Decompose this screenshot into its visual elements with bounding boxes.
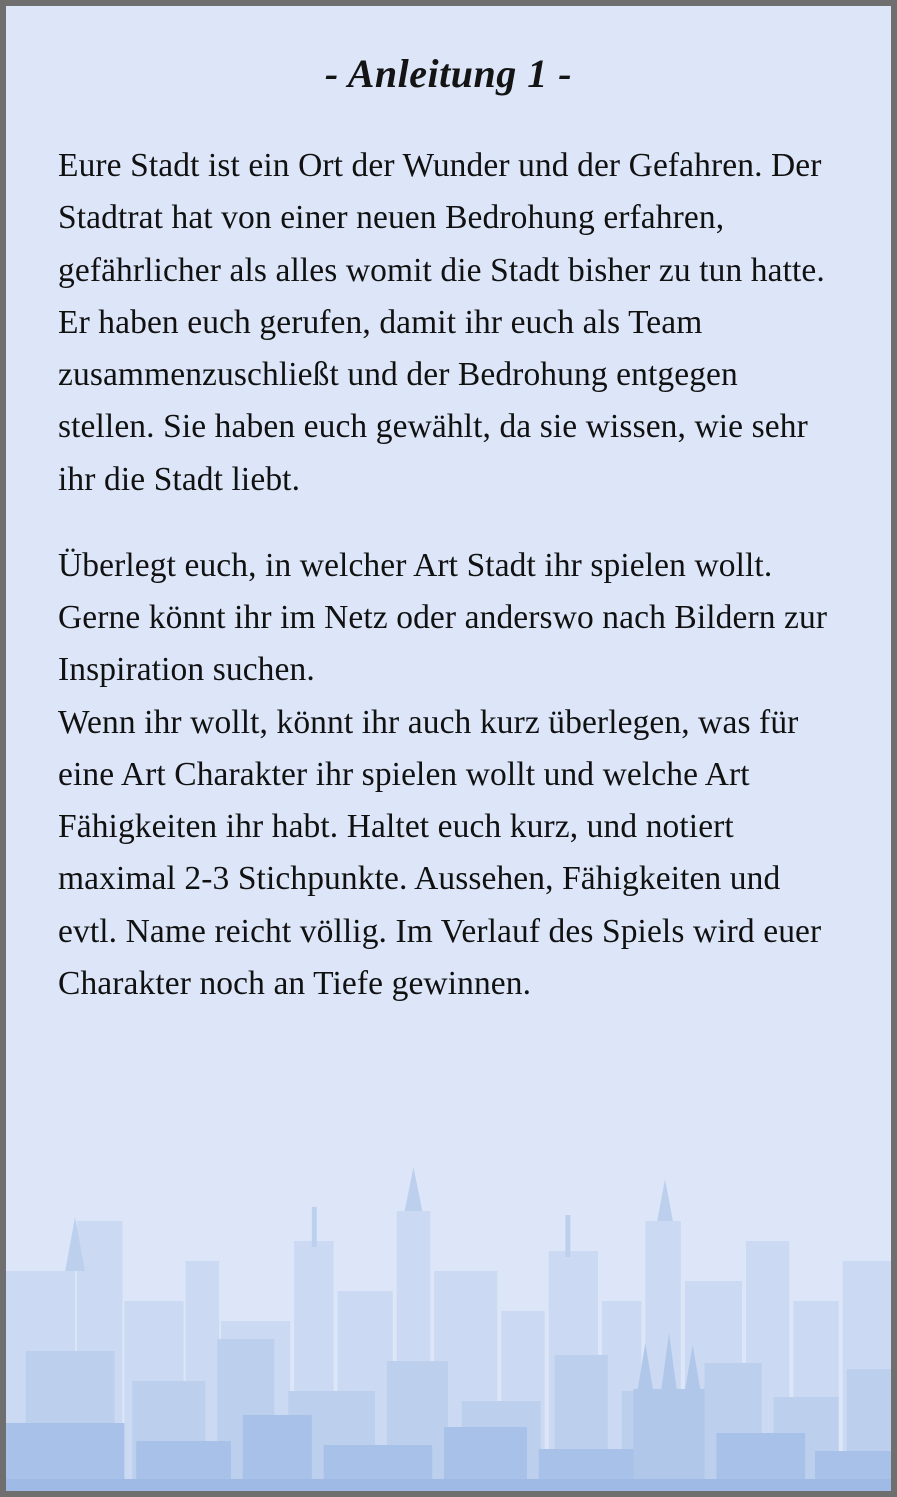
page-title: - Anleitung 1 - (324, 51, 573, 96)
paragraph-city-type: Überlegt euch, in welcher Art Stadt ihr spielen wollt. Gerne könnt ihr im Netz oder anderswo nach Bildern zur Inspiration suchen. (58, 546, 828, 689)
paragraph-spacer (58, 506, 839, 540)
city-skyline-silhouette-icon (6, 971, 891, 1491)
instruction-text (58, 140, 839, 1010)
paragraph-intro-threat: Eure Stadt ist ein Ort der Wunder und der Gefahren. Der Stadtrat hat von einer neuen Bedrohung erfahren, gefährlicher als alles womit die Stadt bisher zu tun hatte. (58, 147, 825, 289)
paragraph-team-call: Er haben euch gerufen, damit ihr euch als Team zusammenzuschließt und der Bedrohung entgegen stellen. Sie haben euch gewählt, da sie wissen, wie sehr ihr die Stadt liebt. (58, 303, 808, 498)
paragraph-character-notes: Wenn ihr wollt, könnt ihr auch kurz überlegen, was für eine Art Charakter ihr spielen wollt und welche Art Fähigkeiten ihr habt. Haltet euch kurz, und notiert maximal 2-3 Stichpunkte. Aussehen, Fähigkeiten und evtl. Name reicht völlig. Im Verlauf des Spiels wird euer Charakter noch an Tiefe gewinnen. (58, 703, 822, 1002)
document-body (6, 6, 891, 1010)
